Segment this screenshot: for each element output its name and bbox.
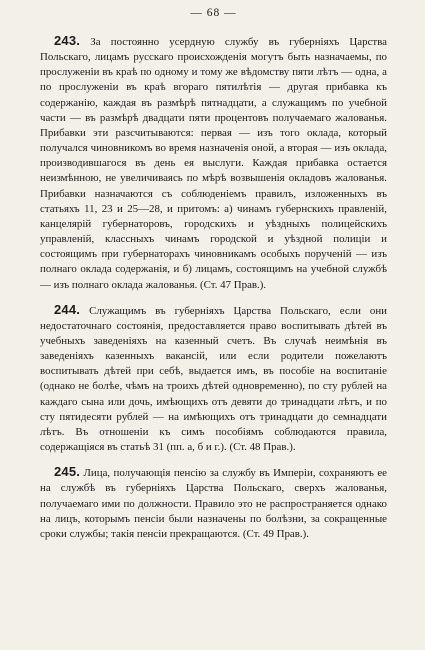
article-245: [40, 464, 387, 542]
article-number: 243.: [54, 33, 81, 48]
article-text: За постоянно усердную службу въ губерніяхъ Царства Польскаго, лицамъ русскаго происхожденія могутъ быть назначаемы, по прослуженіи въ краѣ по одному и тому же вѣдомству пяти лѣтъ — одна, а по прослуженіи въ краѣ вгораго пятилѣтія — другая прибавка къ содержанію, каждая въ размѣрѣ пятнадцати, а служащимъ по учебной части — въ размѣрѣ двадцати пяти процентовъ получаемаго жалованья. Прибавки эти разсчитываются: первая — изъ того оклада, который получался чиновникомъ во время назначенія оной, а вторая — изъ оклада, производившагося въ день ея выслуги. Каждая прибавка остается неизмѣнною, не увеличиваясь по мѣрѣ возвышенія окладовъ жалованья. Прибавки назначаются съ соблюденіемъ правилъ, изложенныхъ въ статьяхъ 11, 23 и 25—28, и притомъ: а) чинамъ губернскихъ правленій, канцелярій губернаторовъ, городскихъ и уѣздныхъ полицейскихъ управленій, классныхъ чинамъ городской и уѣздной полиціи и состоящимъ при губернаторахъ чиновникамъ особыхъ порученій — изъ полнаго оклада содержанія, и б) лицамъ, состоящимъ на учебной службѣ — изъ полнаго оклада жалованья. (Ст. 47 Прав.).: [40, 36, 387, 291]
article-text: Лица, получающія пенсію за службу въ Имперіи, сохраняютъ ее на службѣ въ губерніяхъ Царства Польскаго, сверхъ жалованья, получаемаго ими по должности. Правило это не распространяется однако на лицъ, которымъ пенсіи были назначены по болѣзни, за сокращенные сроки службы; такія пенсіи прекращаются. (Ст. 49 Прав.).: [40, 467, 387, 540]
article-244: [40, 302, 387, 456]
article-text: Служащимъ въ губерніяхъ Царства Польскаго, если они недостаточнаго состоянія, предоставляется право воспитывать дѣтей въ учебныхъ заведеніяхъ на казенный счетъ. Въ случаѣ неимѣнія въ заведеніяхъ казенныхъ вакансій, или если родители пожелаютъ воспитывать дѣтей при себѣ, выдается имъ, въ пособіе на воспитаніе (однако не болѣе, чѣмъ на троихъ дѣтей одновременно), по сту рублей на каждаго сына или дочь, имѣющихъ отъ девяти до тринадцати лѣтъ, и по сту пятидесяти рублей — на имѣющихъ отъ тринадцати до семнадцати лѣтъ. Въ отношеніи къ симъ пособіямъ соблюдаются правила, содержащіяся въ статьѣ 31 (пп. а, б и г.). (Ст. 48 Прав.).: [40, 304, 387, 454]
page-number: — 68 —: [190, 7, 237, 19]
article-number: 244.: [54, 301, 81, 317]
article-243: [40, 33, 387, 293]
article-number: 245.: [54, 464, 81, 480]
